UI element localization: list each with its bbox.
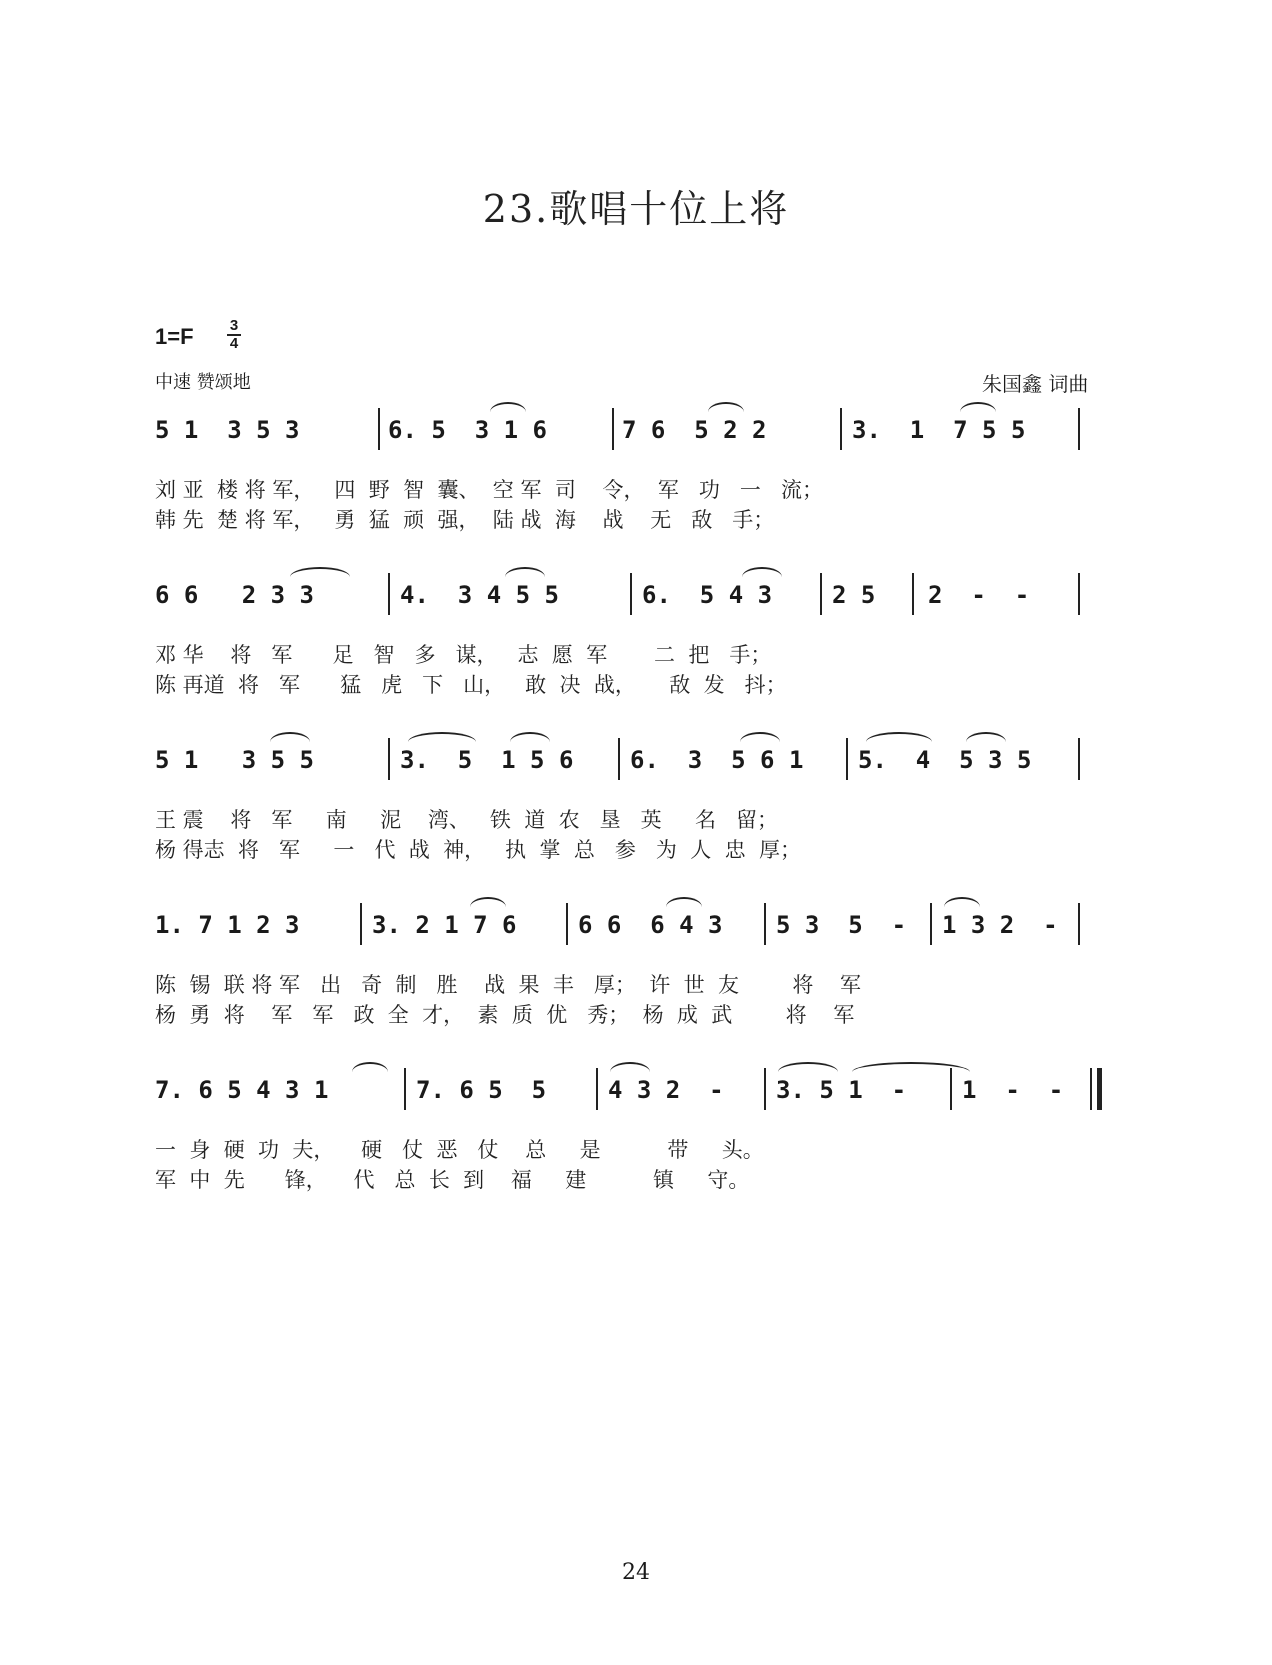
measure: 3. 5 1 5 6 [400, 746, 574, 774]
measure: 3. 5 1 - [776, 1076, 907, 1104]
bar-line [764, 1068, 766, 1110]
slur [490, 402, 526, 422]
slur [740, 732, 780, 752]
bar-line [846, 738, 848, 780]
measure: 5 1 3 5 5 [155, 746, 314, 774]
measure: 3. 1 7 5 5 [852, 416, 1026, 444]
final-bar-thick [1097, 1068, 1102, 1110]
bar-line [360, 903, 362, 945]
measure: 6. 5 4 3 [642, 581, 773, 609]
slur [610, 1062, 650, 1082]
slur [944, 897, 980, 917]
bar-line [1078, 408, 1080, 450]
measure: 6. 3 5 6 1 [630, 746, 804, 774]
bar-line [820, 573, 822, 615]
bar-line [764, 903, 766, 945]
bar-line [912, 573, 914, 615]
bar-line [1078, 903, 1080, 945]
song-title: 23.歌唱十位上将 [482, 187, 790, 231]
slur [708, 402, 744, 422]
slur [505, 567, 545, 587]
slur [270, 732, 310, 752]
bar-line [618, 738, 620, 780]
measure: 3. 2 1 7 6 [372, 911, 517, 939]
time-signature-top: 3 [229, 317, 239, 334]
measure: 1. 7 1 2 3 [155, 911, 300, 939]
bar-line [930, 903, 932, 945]
measure: 1 3 2 - [942, 911, 1058, 939]
measure: 7. 6 5 5 [416, 1076, 547, 1104]
slur [778, 1062, 838, 1082]
lyrics-verse-2: 杨 勇 将 军 军 政 全 才， 素 质 优 秀； 杨 成 武 将 军 [155, 1003, 855, 1027]
lyrics-verse-2: 韩 先 楚 将 军， 勇 猛 顽 强， 陆 战 海 战 无 敌 手； [155, 508, 775, 532]
bar-line [388, 738, 390, 780]
time-signature [226, 318, 242, 352]
slur [666, 897, 702, 917]
slur [742, 567, 782, 587]
page-number: 24 [622, 1560, 650, 1585]
measure: 7. 6 5 4 3 1 [155, 1076, 329, 1104]
lyrics-verse-2: 军 中 先 锋， 代 总 长 到 福 建 镇 守。 [155, 1168, 750, 1192]
measure: 5. 4 5 3 5 [858, 746, 1032, 774]
lyrics-verse-1: 王 震 将 军 南 泥 湾、 铁 道 农 垦 英 名 留； [155, 808, 779, 832]
lyrics-verse-1: 邓 华 将 军 足 智 多 谋， 志 愿 军 二 把 手； [155, 643, 772, 667]
slur [470, 897, 506, 917]
lyrics-verse-2: 杨 得志 将 军 一 代 战 神， 执 掌 总 参 为 人 忠 厚； [155, 838, 801, 862]
measure: 6. 5 3 1 6 [388, 416, 547, 444]
lyrics-verse-1: 陈 锡 联 将 军 出 奇 制 胜 战 果 丰 厚； 许 世 友 将 军 [155, 973, 862, 997]
time-signature-bottom: 4 [229, 335, 239, 352]
bar-line [840, 408, 842, 450]
final-bar-thin [1090, 1068, 1092, 1110]
tempo-marking: 中速 赞颂地 [155, 372, 251, 393]
slur [408, 732, 476, 752]
slur [852, 1062, 970, 1082]
bar-line [612, 408, 614, 450]
measure: 6 6 6 4 3 [578, 911, 723, 939]
slur [510, 732, 550, 752]
composer-credit: 朱国鑫 词曲 [982, 372, 1089, 396]
bar-line [388, 573, 390, 615]
measure: 4. 3 4 5 5 [400, 581, 559, 609]
measure: 4 3 2 - [608, 1076, 724, 1104]
bar-line [1078, 738, 1080, 780]
bar-line [566, 903, 568, 945]
bar-line [596, 1068, 598, 1110]
bar-line [404, 1068, 406, 1110]
slur [866, 732, 932, 752]
bar-line [378, 408, 380, 450]
lyrics-verse-1: 一 身 硬 功 夫， 硬 仗 恶 仗 总 是 带 头。 [155, 1138, 764, 1162]
lyrics-verse-2: 陈 再道 将 军 猛 虎 下 山， 敢 决 战， 敌 发 抖； [155, 673, 787, 697]
score-row-1 [0, 400, 1272, 550]
score-row-4 [0, 895, 1272, 1045]
bar-line [630, 573, 632, 615]
measure: 5 1 3 5 3 [155, 416, 300, 444]
measure: 2 5 [832, 581, 876, 609]
measure: 5 3 5 - [776, 911, 907, 939]
score-row-2 [0, 565, 1272, 715]
score-row-3 [0, 730, 1272, 880]
key-signature: 1=F [155, 324, 194, 349]
measure: 2 - - [928, 581, 1030, 609]
score-row-5 [0, 1060, 1272, 1210]
measure: 6 6 2 3 3 [155, 581, 314, 609]
measure: 1 - - [962, 1076, 1064, 1104]
measure: 7 6 5 2 2 [622, 416, 767, 444]
bar-line [1078, 573, 1080, 615]
slur [352, 1062, 388, 1082]
lyrics-verse-1: 刘 亚 楼 将 军， 四 野 智 囊、 空 军 司 令， 军 功 一 流； [155, 478, 823, 502]
slur [290, 567, 350, 587]
slur [960, 402, 996, 422]
slur [966, 732, 1006, 752]
